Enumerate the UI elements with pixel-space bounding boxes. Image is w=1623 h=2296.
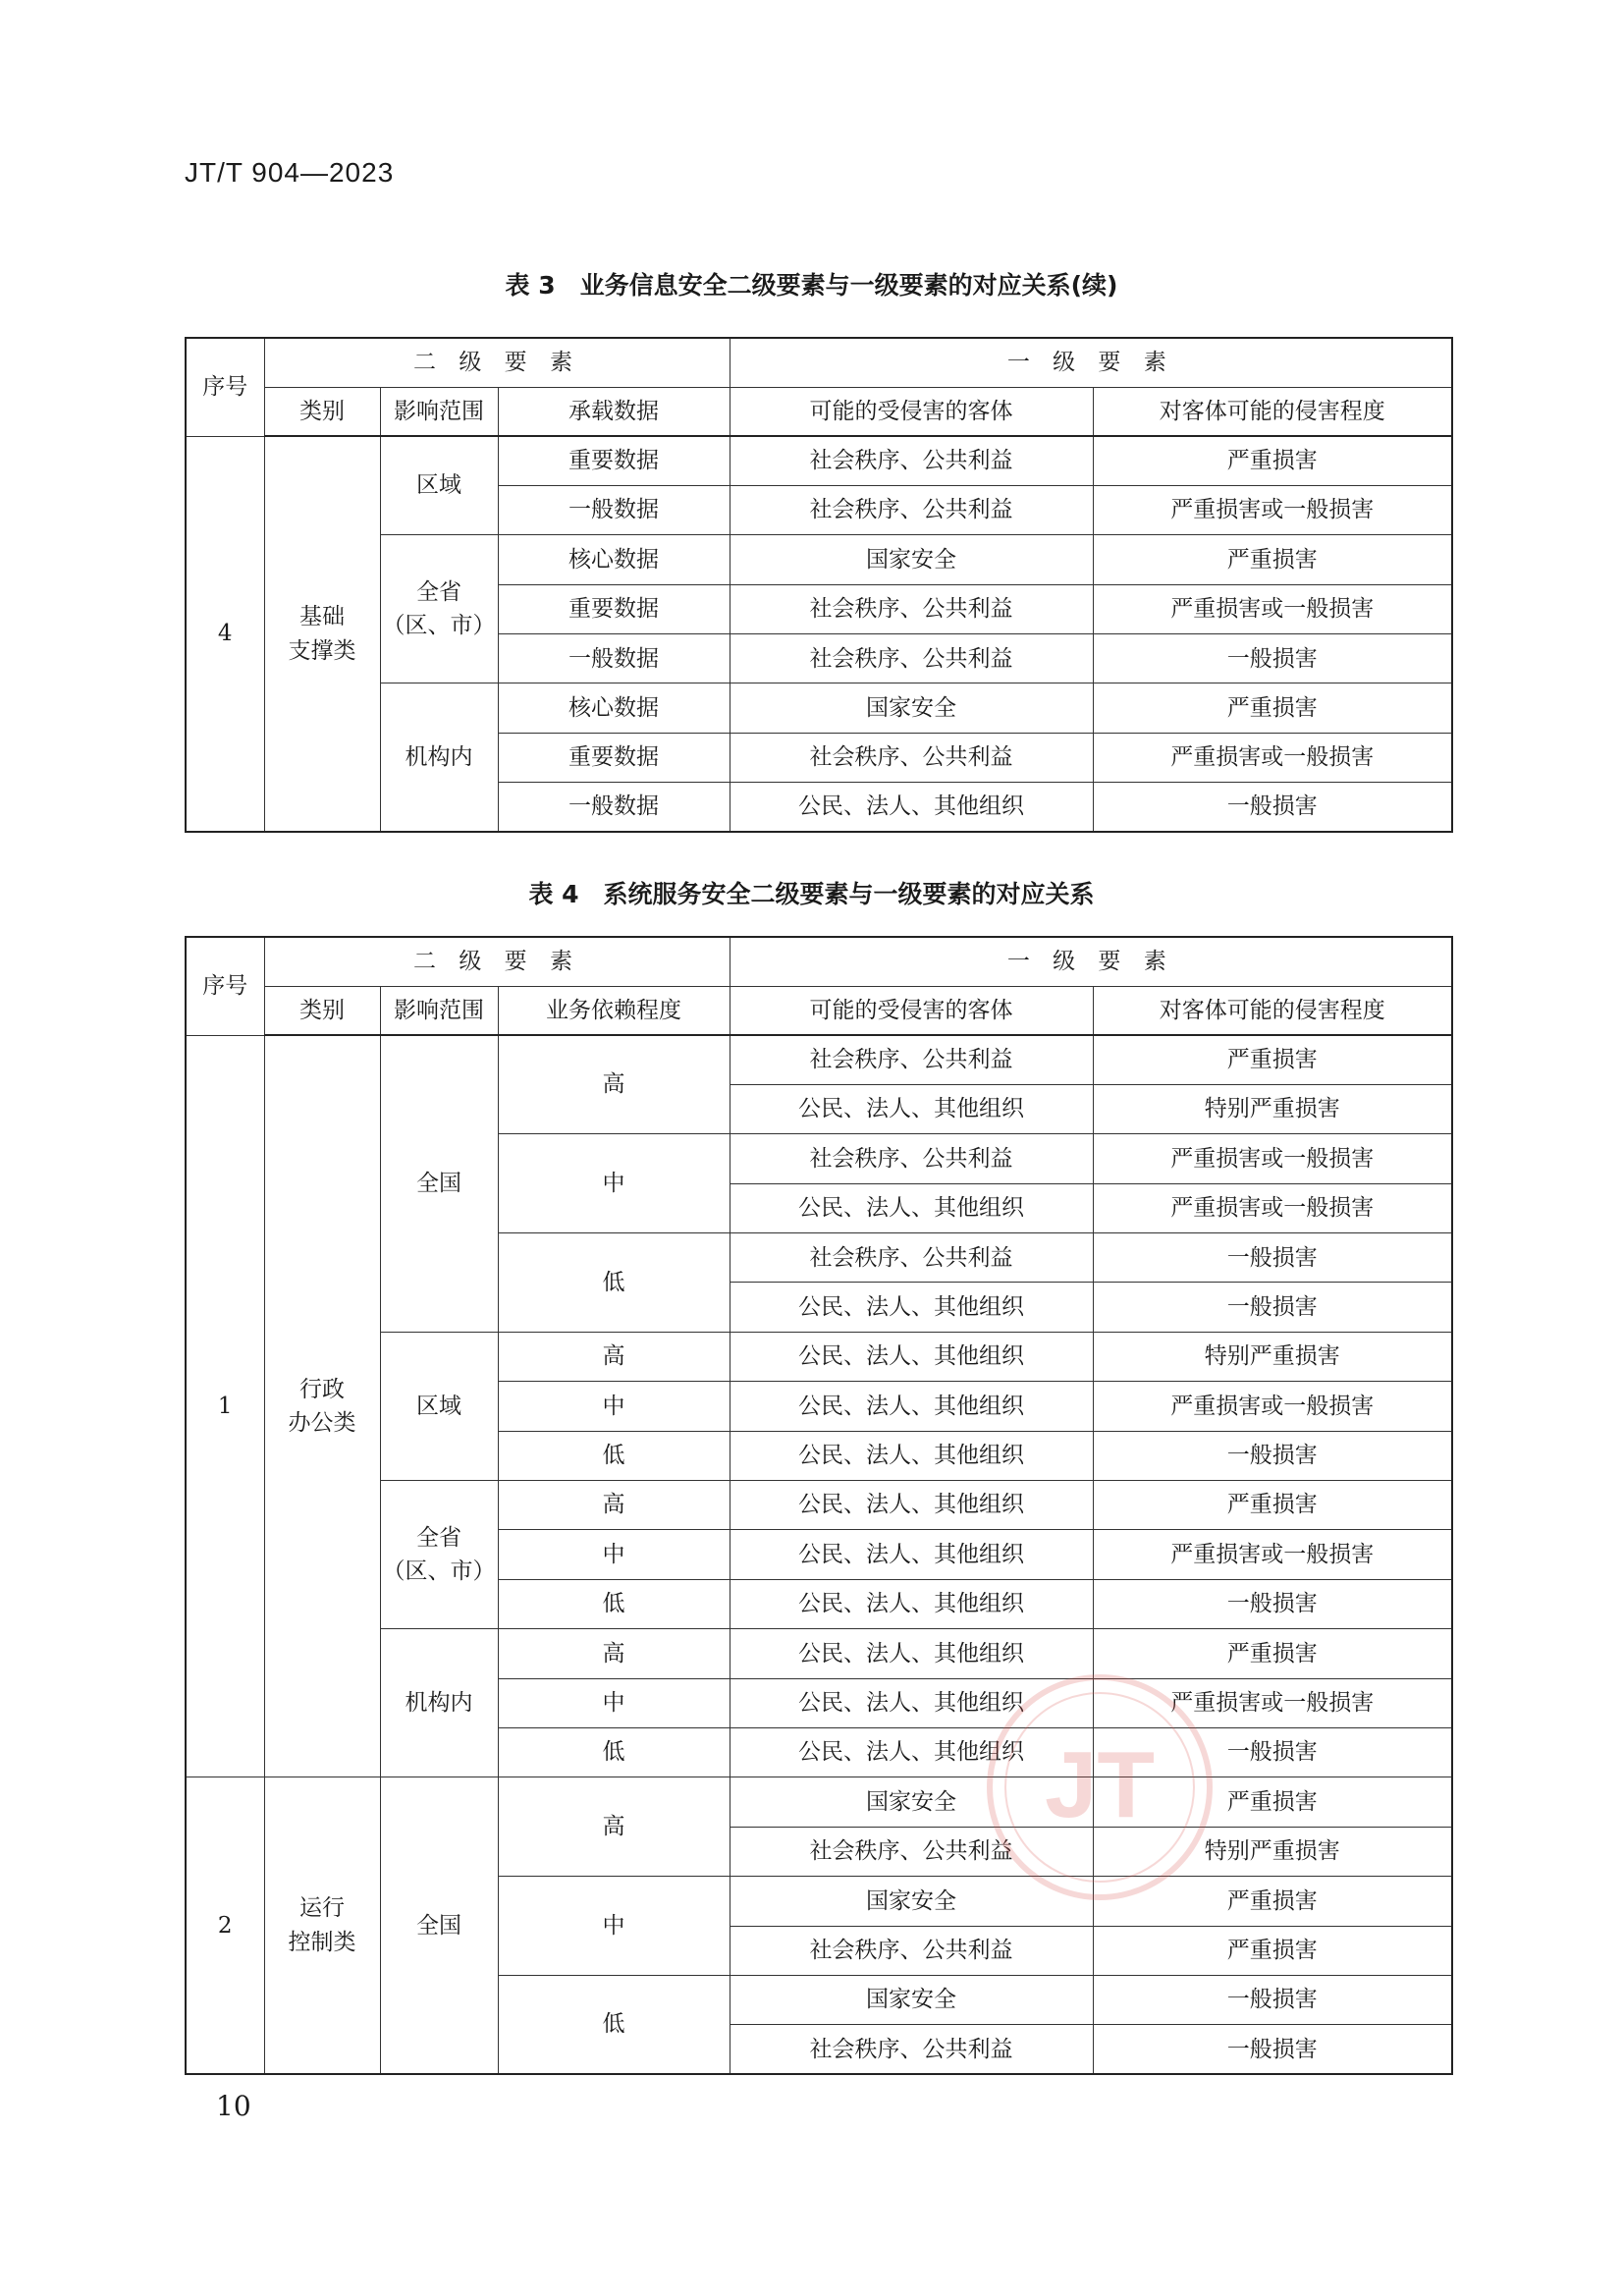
- degree-cell: 特别严重损害: [1093, 1084, 1452, 1133]
- page-number: 10: [216, 2090, 251, 2122]
- stamp-text: JT: [1044, 1732, 1156, 1837]
- object-cell: 社会秩序、公共利益: [730, 2025, 1093, 2074]
- object-cell: 国家安全: [730, 1975, 1093, 2024]
- degree-cell: 特别严重损害: [1093, 1827, 1452, 1876]
- object-cell: 国家安全: [730, 1777, 1093, 1827]
- degree-cell: 严重损害: [1093, 1777, 1452, 1827]
- object-cell: 社会秩序、公共利益: [730, 733, 1093, 782]
- dependency-cell: 高: [498, 1481, 730, 1530]
- table4-scope-cell: 区域: [380, 1332, 498, 1480]
- table3-header-second-level: 二 级 要 素: [264, 338, 730, 387]
- data-cell: 重要数据: [498, 436, 730, 485]
- table3-header-data: 承载数据: [498, 387, 730, 436]
- dependency-cell: 低: [498, 1579, 730, 1628]
- object-cell: 公民、法人、其他组织: [730, 1084, 1093, 1133]
- dependency-cell: 高: [498, 1629, 730, 1678]
- object-cell: 社会秩序、公共利益: [730, 1035, 1093, 1084]
- dependency-cell: 低: [498, 1431, 730, 1480]
- table3-header-first-level: 一 级 要 素: [730, 338, 1452, 387]
- table4-header-scope: 影响范围: [380, 986, 498, 1035]
- degree-cell: 严重损害或一般损害: [1093, 485, 1452, 534]
- degree-cell: 一般损害: [1093, 1579, 1452, 1628]
- degree-cell: 严重损害: [1093, 1481, 1452, 1530]
- table4-header-seq: 序号: [186, 937, 264, 1035]
- object-cell: 社会秩序、公共利益: [730, 485, 1093, 534]
- degree-cell: 严重损害或一般损害: [1093, 1183, 1452, 1232]
- object-cell: 社会秩序、公共利益: [730, 1233, 1093, 1283]
- table4-header-second-level: 二 级 要 素: [264, 937, 730, 986]
- table4-scope-cell: 全国: [380, 1777, 498, 2074]
- table4-header-dependency: 业务依赖程度: [498, 986, 730, 1035]
- object-cell: 公民、法人、其他组织: [730, 1431, 1093, 1480]
- degree-cell: 严重损害: [1093, 1877, 1452, 1926]
- table4: [185, 936, 1453, 2075]
- data-cell: 核心数据: [498, 683, 730, 733]
- table4-category-cell: 行政 办公类: [264, 1035, 380, 1777]
- table3-seq-cell: 4: [186, 436, 264, 832]
- object-cell: 国家安全: [730, 683, 1093, 733]
- degree-cell: 严重损害: [1093, 683, 1452, 733]
- data-cell: 一般数据: [498, 634, 730, 683]
- data-cell: 重要数据: [498, 584, 730, 633]
- dependency-cell: 中: [498, 1678, 730, 1727]
- table3-caption: 表 3 业务信息安全二级要素与一级要素的对应关系(续): [505, 271, 1118, 300]
- object-cell: 国家安全: [730, 535, 1093, 584]
- degree-cell: 一般损害: [1093, 1727, 1452, 1777]
- object-cell: 公民、法人、其他组织: [730, 1332, 1093, 1381]
- degree-cell: 严重损害: [1093, 535, 1452, 584]
- dependency-cell: 中: [498, 1877, 730, 1976]
- table4-seq-cell: 1: [186, 1035, 264, 1777]
- dependency-cell: 低: [498, 1233, 730, 1333]
- dependency-cell: 高: [498, 1777, 730, 1877]
- table4-category-cell: 运行 控制类: [264, 1777, 380, 2074]
- degree-cell: 一般损害: [1093, 783, 1452, 832]
- degree-cell: 严重损害或一般损害: [1093, 1382, 1452, 1431]
- table3-scope-cell: 全省 （区、市）: [380, 535, 498, 683]
- table4-scope-cell: 机构内: [380, 1629, 498, 1777]
- object-cell: 公民、法人、其他组织: [730, 1283, 1093, 1332]
- degree-cell: 严重损害或一般损害: [1093, 1530, 1452, 1579]
- table-row: [186, 1035, 1452, 1084]
- object-cell: 公民、法人、其他组织: [730, 1579, 1093, 1628]
- object-cell: 公民、法人、其他组织: [730, 1530, 1093, 1579]
- dependency-cell: 高: [498, 1332, 730, 1381]
- table-row: [186, 436, 1452, 485]
- table3-header-seq: 序号: [186, 338, 264, 436]
- degree-cell: 一般损害: [1093, 634, 1452, 683]
- dependency-cell: 中: [498, 1134, 730, 1233]
- table3-header-object: 可能的受侵害的客体: [730, 387, 1093, 436]
- table4-scope-cell: 全国: [380, 1035, 498, 1332]
- object-cell: 社会秩序、公共利益: [730, 1926, 1093, 1975]
- degree-cell: 严重损害或一般损害: [1093, 733, 1452, 782]
- degree-cell: 严重损害或一般损害: [1093, 1678, 1452, 1727]
- object-cell: 公民、法人、其他组织: [730, 1678, 1093, 1727]
- object-cell: 公民、法人、其他组织: [730, 1183, 1093, 1232]
- degree-cell: 严重损害或一般损害: [1093, 1134, 1452, 1183]
- degree-cell: 严重损害: [1093, 1629, 1452, 1678]
- table-row: [186, 1777, 1452, 1827]
- table3-header-category: 类别: [264, 387, 380, 436]
- degree-cell: 一般损害: [1093, 1283, 1452, 1332]
- table4-header-degree: 对客体可能的侵害程度: [1093, 986, 1452, 1035]
- table4-header-first-level: 一 级 要 素: [730, 937, 1452, 986]
- degree-cell: 一般损害: [1093, 1975, 1452, 2024]
- document-code-header: JT/T 904—2023: [185, 157, 395, 188]
- object-cell: 社会秩序、公共利益: [730, 1134, 1093, 1183]
- table4-header-category: 类别: [264, 986, 380, 1035]
- object-cell: 社会秩序、公共利益: [730, 584, 1093, 633]
- table4-scope-cell: 全省 （区、市）: [380, 1481, 498, 1629]
- data-cell: 一般数据: [498, 485, 730, 534]
- table3-category-cell: 基础 支撑类: [264, 436, 380, 832]
- degree-cell: 一般损害: [1093, 1431, 1452, 1480]
- table4-header-object: 可能的受侵害的客体: [730, 986, 1093, 1035]
- table3: [185, 337, 1453, 833]
- degree-cell: 严重损害: [1093, 436, 1452, 485]
- object-cell: 社会秩序、公共利益: [730, 1827, 1093, 1876]
- object-cell: 社会秩序、公共利益: [730, 634, 1093, 683]
- object-cell: 公民、法人、其他组织: [730, 1481, 1093, 1530]
- data-cell: 一般数据: [498, 783, 730, 832]
- degree-cell: 特别严重损害: [1093, 1332, 1452, 1381]
- degree-cell: 一般损害: [1093, 1233, 1452, 1283]
- table3-scope-cell: 区域: [380, 436, 498, 535]
- table4-seq-cell: 2: [186, 1777, 264, 2074]
- object-cell: 公民、法人、其他组织: [730, 1727, 1093, 1777]
- dependency-cell: 低: [498, 1727, 730, 1777]
- degree-cell: 严重损害或一般损害: [1093, 584, 1452, 633]
- table3-header-scope: 影响范围: [380, 387, 498, 436]
- table3-scope-cell: 机构内: [380, 683, 498, 832]
- data-cell: 重要数据: [498, 733, 730, 782]
- object-cell: 国家安全: [730, 1877, 1093, 1926]
- object-cell: 公民、法人、其他组织: [730, 1382, 1093, 1431]
- dependency-cell: 中: [498, 1382, 730, 1431]
- degree-cell: 严重损害: [1093, 1926, 1452, 1975]
- dependency-cell: 低: [498, 1975, 730, 2074]
- table3-header-degree: 对客体可能的侵害程度: [1093, 387, 1452, 436]
- object-cell: 公民、法人、其他组织: [730, 783, 1093, 832]
- table4-caption: 表 4 系统服务安全二级要素与一级要素的对应关系: [528, 880, 1095, 908]
- degree-cell: 一般损害: [1093, 2025, 1452, 2074]
- dependency-cell: 中: [498, 1530, 730, 1579]
- object-cell: 公民、法人、其他组织: [730, 1629, 1093, 1678]
- dependency-cell: 高: [498, 1035, 730, 1134]
- data-cell: 核心数据: [498, 535, 730, 584]
- degree-cell: 严重损害: [1093, 1035, 1452, 1084]
- object-cell: 社会秩序、公共利益: [730, 436, 1093, 485]
